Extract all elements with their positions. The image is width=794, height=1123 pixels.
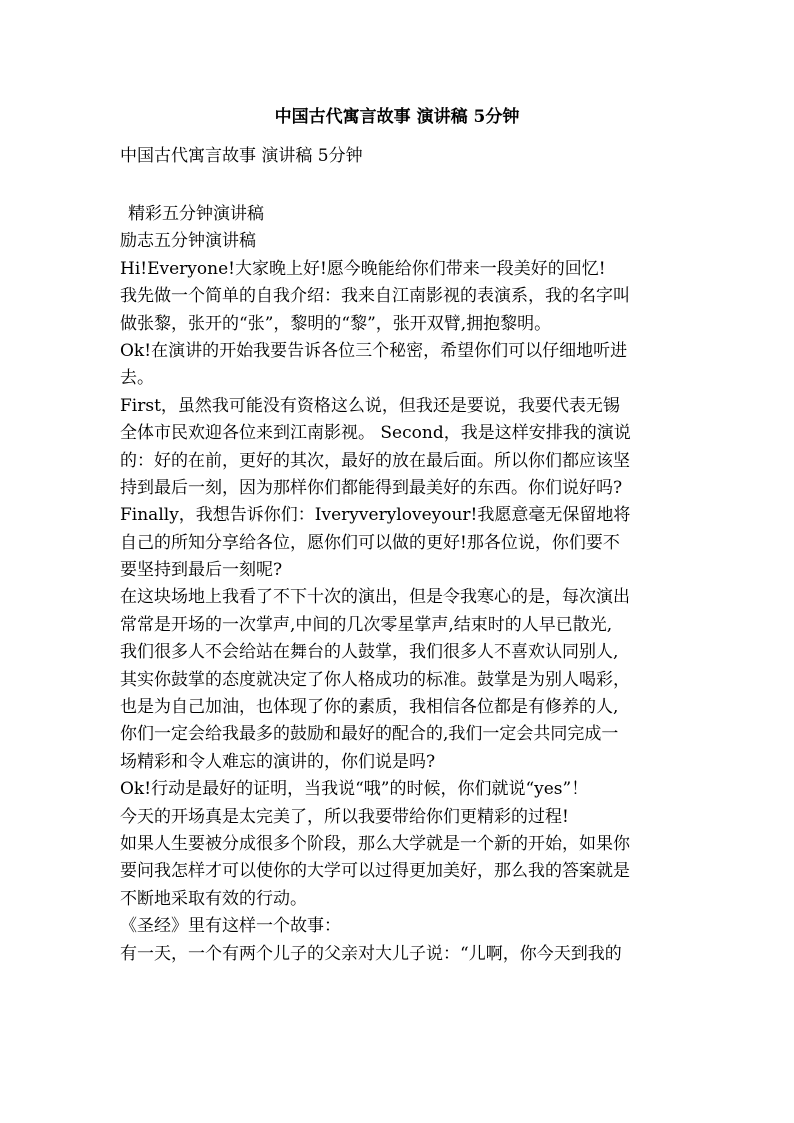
text-line: 做张黎，张开的“张”，黎明的“黎”，张开双臂,拥抱黎明。 [120,313,552,334]
text-line: 在这块场地上我看了不下十次的演出，但是令我寒心的是，每次演出 [120,587,630,608]
text-line: 《圣经》里有这样一个故事： [120,916,341,937]
text-line: Hi!Everyone!大家晚上好!愿今晚能给你们带来一段美好的回忆! [120,258,606,279]
text-line: 的：好的在前，更好的其次，最好的放在最后面。所以你们都应该坚 [120,450,630,471]
text-line: Ok!在演讲的开始我要告诉各位三个秘密，希望你们可以仔细地听进 [120,340,628,361]
text-line: 你们一定会给我最多的鼓励和最好的配合的,我们一定会共同完成一 [120,724,619,745]
text-line: First，虽然我可能没有资格这么说，但我还是要说，我要代表无锡 [120,395,620,416]
text-line: 如果人生要被分成很多个阶段，那么大学就是一个新的开始，如果你 [120,833,630,854]
text-line: 自己的所知分享给各位，愿你们可以做的更好!那各位说，你们要不 [120,532,620,553]
text-line: Ok!行动是最好的证明，当我说“哦”的时候，你们就说“yes”！ [120,779,589,800]
text-line: 精彩五分钟演讲稿 [128,204,264,224]
text-line: 我先做一个简单的自我介绍：我来自江南影视的表演系，我的名字叫 [120,286,630,307]
text-line: 其实你鼓掌的态度就决定了你人格成功的标准。鼓掌是为别人喝彩， [120,669,630,690]
document-title: 中国古代寓言故事 演讲稿 5分钟 [274,107,520,127]
text-line: 励志五分钟演讲稿 [120,231,256,252]
text-line: 持到最后一刻，因为那样你们都能得到最美好的东西。你们说好吗? [120,477,623,498]
text-line: Finally，我想告诉你们：Iveryveryloveyour!我愿意毫无保留地将 [120,505,631,526]
document-subtitle: 中国古代寓言故事 演讲稿 5分钟 [120,146,363,166]
text-line: 今天的开场真是太完美了，所以我要带给你们更精彩的过程! [120,806,569,827]
text-line: 常常是开场的一次掌声,中间的几次零星掌声,结束时的人早已散光, [120,614,613,635]
text-line: 也是为自己加油，也体现了你的素质，我相信各位都是有修养的人, [120,697,619,718]
text-line: 场精彩和令人难忘的演讲的，你们说是吗? [120,751,436,772]
text-line: 全体市民欢迎各位来到江南影视。 Second，我是这样安排我的演说 [120,423,631,444]
text-line: 我们很多人不会给站在舞台的人鼓掌，我们很多人不喜欢认同别人, [120,642,619,663]
text-line: 不断地采取有效的行动。 [120,888,307,909]
text-line: 要问我怎样才可以使你的大学可以过得更加美好，那么我的答案就是 [120,861,630,882]
text-line: 要坚持到最后一刻呢? [120,560,283,581]
text-line: 去。 [120,368,154,389]
document-body [120,201,680,968]
text-line: 有一天，一个有两个儿子的父亲对大儿子说：“儿啊，你今天到我的 [120,943,622,964]
